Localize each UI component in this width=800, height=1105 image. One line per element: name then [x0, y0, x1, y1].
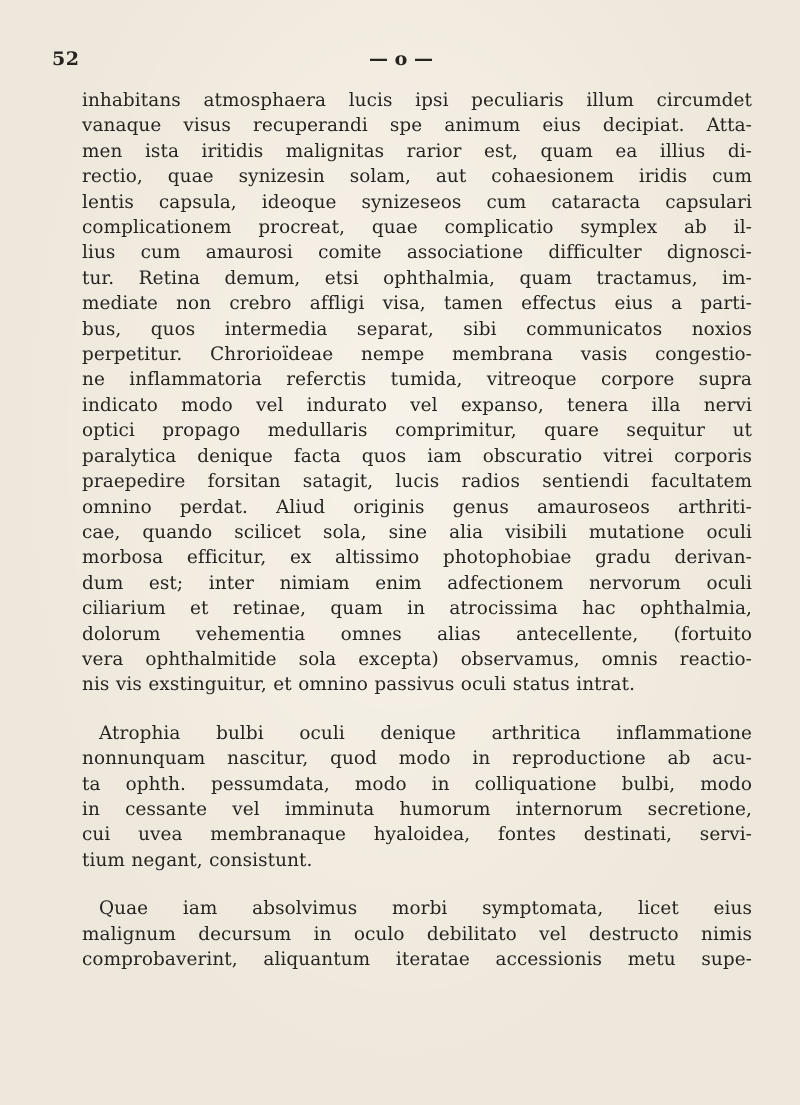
paragraph-gap [82, 873, 752, 896]
running-head: — o — [369, 48, 433, 70]
text-line: vera ophthalmitide sola excepta) observamus, omnis reactio- [82, 648, 752, 670]
text-line: cae, quando scilicet sola, sine alia visibili mutatione oculi [82, 521, 752, 543]
text-line: Quae iam absolvimus morbi symptomata, licet eius [99, 898, 752, 920]
text-line: dolorum vehementia omnes alias antecellente, (fortuito [82, 623, 752, 645]
text-line: lentis capsula, ideoque synizeseos cum cataracta capsulari [82, 191, 752, 213]
text-line: paralytica denique facta quos iam obscuratio vitrei corporis [82, 445, 752, 467]
page-number: 52 [52, 48, 80, 70]
text-line: nis vis exstinguitur, et omnino passivus oculi status intrat. [82, 674, 636, 696]
text-line: ta ophth. pessumdata, modo in colliquatione bulbi, modo [82, 773, 752, 795]
text-line: tium negant, consistunt. [82, 849, 313, 871]
paragraph-gap [82, 698, 752, 721]
text-line: ne inflammatoria referctis tumida, vitreoque corpore supra [82, 369, 752, 391]
text-line: dum est; inter nimiam enim adfectionem nervorum oculi [82, 572, 752, 594]
text-line: morbosa efficitur, ex altissimo photophobiae gradu derivan- [82, 547, 752, 569]
text-line: inhabitans atmosphaera lucis ipsi peculiaris illum circumdet [82, 90, 752, 111]
page-header [52, 48, 750, 78]
text-line: indicato modo vel indurato vel expanso, tenera illa nervi [82, 394, 752, 416]
text-line: malignum decursum in oculo debilitato vel destructo nimis [82, 923, 752, 945]
text-line: bus, quos intermedia separat, sibi communicatos noxios [82, 318, 752, 340]
text-line: vanaque visus recuperandi spe animum eius decipiat. Atta- [82, 115, 752, 137]
text-line: in cessante vel imminuta humorum internorum secretione, [82, 798, 752, 820]
text-line: cui uvea membranaque hyaloidea, fontes destinati, servi- [82, 824, 752, 846]
text-line: complicationem procreat, quae complicatio symplex ab il- [82, 217, 752, 239]
text-line: omnino perdat. Aliud originis genus amauroseos arthriti- [82, 496, 752, 518]
text-line: ciliarium et retinae, quam in atrocissima hac ophthalmia, [82, 598, 752, 620]
text-line: tur. Retina demum, etsi ophthalmia, quam tractamus, im- [82, 267, 752, 289]
text-line: nonnunquam nascitur, quod modo in reproductione ab acu- [82, 748, 752, 770]
text-line: lius cum amaurosi comite associatione difficulter dignosci- [82, 242, 752, 264]
text-line: perpetitur. Chrorioïdeae nempe membrana vasis congestio- [82, 344, 752, 366]
text-line: comprobaverint, aliquantum iteratae accessionis metu supe- [82, 949, 752, 970]
text-line: praepedire forsitan satagit, lucis radios sentiendi facultatem [82, 471, 752, 493]
text-line: Atrophia bulbi oculi denique arthritica inflammatione [99, 722, 752, 744]
paragraph-3 [82, 896, 752, 972]
text-line: optici propago medullaris comprimitur, quare sequitur ut [82, 420, 752, 442]
text-line: rectio, quae synizesin solam, aut cohaesionem iridis cum [82, 166, 752, 188]
body-text [82, 88, 752, 972]
paragraph-1 [82, 88, 752, 698]
text-line: mediate non crebro affligi visa, tamen effectus eius a parti- [82, 293, 752, 315]
text-line: men ista iritidis malignitas rarior est, quam ea illius di- [82, 140, 752, 162]
paragraph-2 [82, 721, 752, 873]
